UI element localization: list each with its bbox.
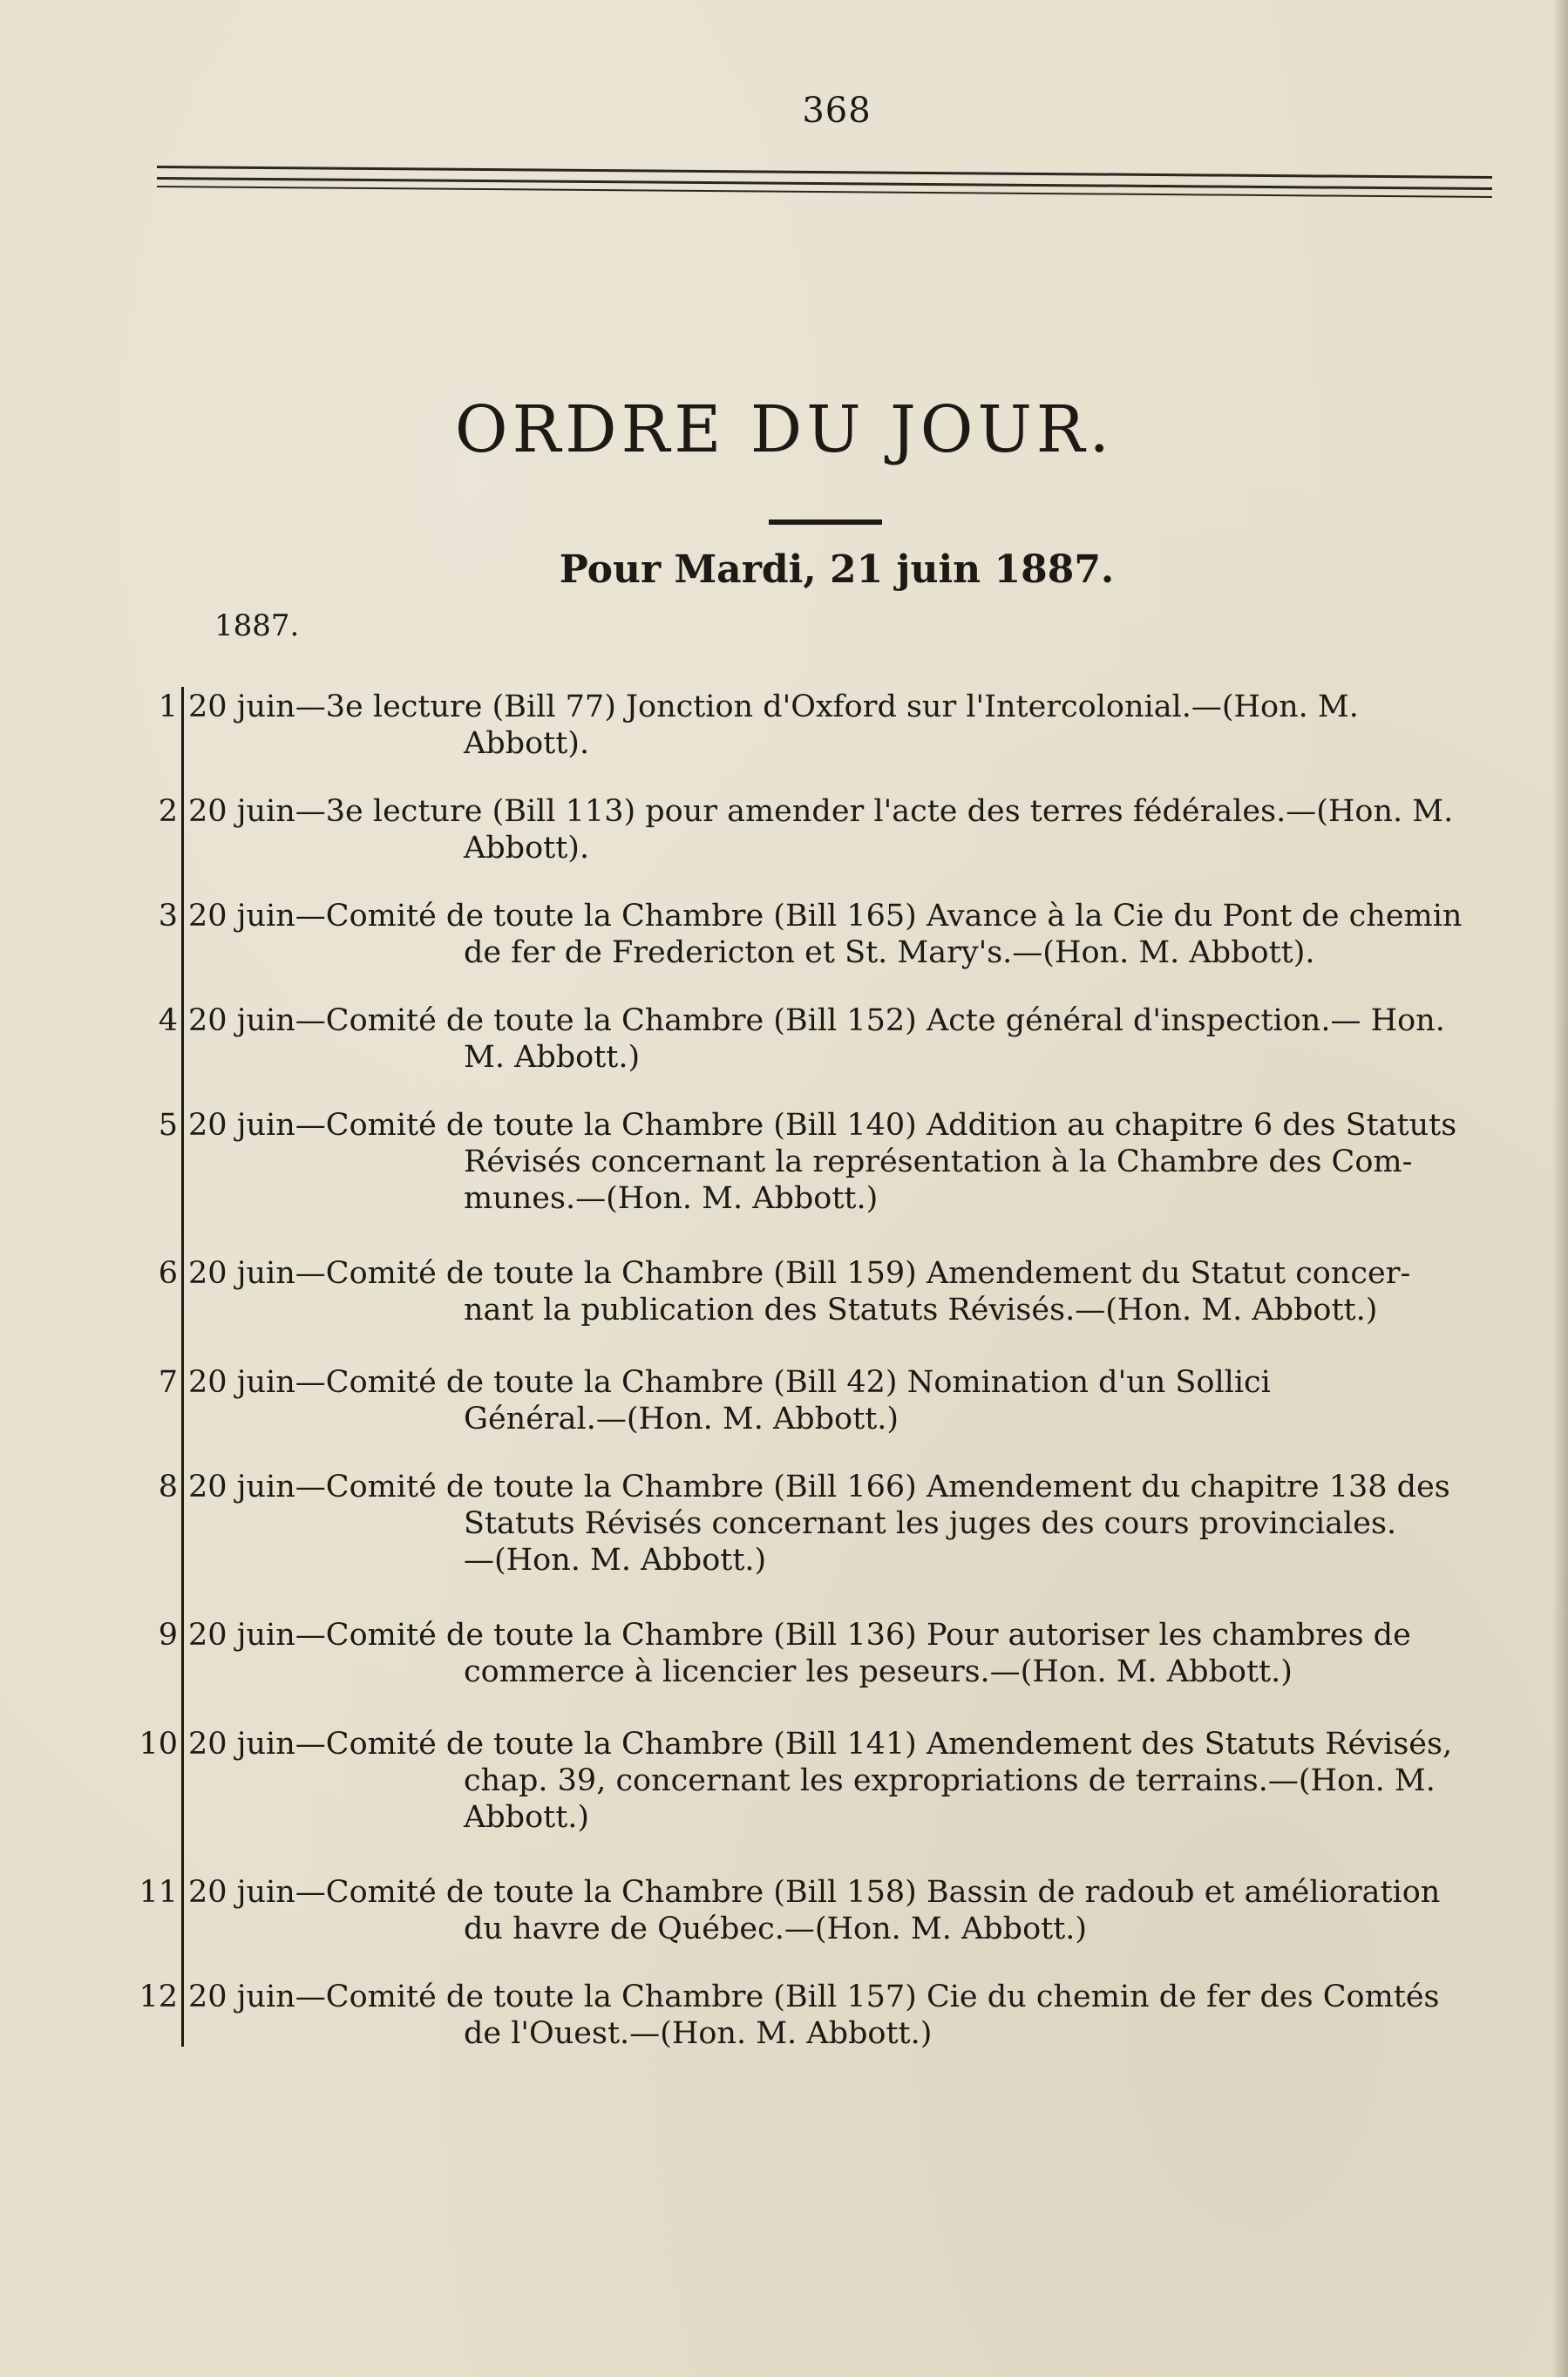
entry-number: 1	[158, 689, 178, 724]
entry-line: 20 juin—Comité de toute la Chambre (Bill 165) Avance à la Cie du Pont de chemin	[188, 899, 1463, 934]
year-label: 1887.	[214, 608, 300, 643]
entry-line: 20 juin—Comité de toute la Chambre (Bill 152) Acte général d'inspection.— Hon.	[188, 1003, 1445, 1038]
entry-text	[188, 1107, 1490, 1217]
entry-line: 20 juin—Comité de toute la Chambre (Bill 136) Pour autoriser les chambres de	[188, 1618, 1411, 1653]
entry-line: 20 juin—3e lecture (Bill 113) pour amender l'acte des terres fédérales.—(Hon. M.	[188, 794, 1454, 829]
page-number: 368	[802, 91, 872, 131]
entry-number: 5	[158, 1108, 178, 1143]
entry-line: Abbott).	[464, 831, 590, 866]
entry-line: nant la publication des Statuts Révisés.—(Hon. M. Abbott.)	[464, 1293, 1378, 1328]
header-rule	[157, 166, 1492, 179]
entry-line: Abbott.)	[464, 1800, 590, 1835]
entry-line: 20 juin—Comité de toute la Chambre (Bill 42) Nomination d'un Sollici	[188, 1365, 1271, 1400]
entry-number: 7	[158, 1365, 178, 1400]
entry-line: Révisés concernant la représentation à la Chambre des Com-	[464, 1144, 1413, 1179]
entry-line: du havre de Québec.—(Hon. M. Abbott.)	[464, 1912, 1088, 1946]
entry-text	[188, 689, 1490, 762]
title-divider	[769, 520, 882, 525]
entry-text	[188, 1979, 1490, 2052]
entry-line: 20 juin—Comité de toute la Chambre (Bill 158) Bassin de radoub et amélioration	[188, 1875, 1441, 1910]
entry-number: 9	[158, 1618, 178, 1653]
page-edge-shadow	[1552, 0, 1568, 2377]
entry-text	[188, 1469, 1490, 1579]
entry-number: 8	[158, 1470, 178, 1504]
entry-line: M. Abbott.)	[464, 1040, 641, 1075]
entry-line: —(Hon. M. Abbott.)	[464, 1543, 767, 1578]
entry-number: 6	[158, 1256, 178, 1291]
entry-text	[188, 1726, 1490, 1836]
list-margin-rule	[181, 687, 184, 2047]
entry-text	[188, 1364, 1490, 1437]
entry-line: de fer de Fredericton et St. Mary's.—(Hon. M. Abbott).	[464, 935, 1315, 970]
entry-line: commerce à licencier les peseurs.—(Hon. M. Abbott.)	[464, 1654, 1293, 1689]
entry-text	[188, 1255, 1490, 1328]
entry-line: Abbott).	[464, 726, 590, 761]
entry-line: 20 juin—3e lecture (Bill 77) Jonction d'Oxford sur l'Intercolonial.—(Hon. M.	[188, 689, 1359, 724]
entry-text	[188, 1617, 1490, 1690]
entry-text	[188, 793, 1490, 866]
entry-text	[188, 1874, 1490, 1947]
entry-number: 4	[158, 1003, 178, 1038]
entry-number: 3	[158, 899, 178, 934]
entry-line: 20 juin—Comité de toute la Chambre (Bill 141) Amendement des Statuts Révisés,	[188, 1727, 1453, 1762]
entry-line: 20 juin—Comité de toute la Chambre (Bill 157) Cie du chemin de fer des Comtés	[188, 1980, 1440, 2014]
entry-number: 2	[158, 794, 178, 829]
entry-line: 20 juin—Comité de toute la Chambre (Bill 140) Addition au chapitre 6 des Statuts	[188, 1108, 1457, 1143]
entry-number: 11	[139, 1875, 178, 1910]
entry-line: Statuts Révisés concernant les juges des cours provinciales.	[464, 1506, 1397, 1541]
page-title: ORDRE DU JOUR.	[454, 392, 1115, 467]
entry-number: 10	[139, 1727, 178, 1762]
entry-line: chap. 39, concernant les expropriations de terrains.—(Hon. M.	[464, 1763, 1436, 1798]
entry-line: munes.—(Hon. M. Abbott.)	[464, 1181, 879, 1216]
entry-line: Général.—(Hon. M. Abbott.)	[464, 1402, 899, 1436]
entry-text	[188, 898, 1490, 971]
entry-text	[188, 1002, 1490, 1076]
entry-line: de l'Ouest.—(Hon. M. Abbott.)	[464, 2016, 933, 2051]
entry-line: 20 juin—Comité de toute la Chambre (Bill 166) Amendement du chapitre 138 des	[188, 1470, 1450, 1504]
page-subtitle: Pour Mardi, 21 juin 1887.	[559, 547, 1115, 592]
entry-line: 20 juin—Comité de toute la Chambre (Bill 159) Amendement du Statut concer-	[188, 1256, 1411, 1291]
entry-number: 12	[139, 1980, 178, 2014]
